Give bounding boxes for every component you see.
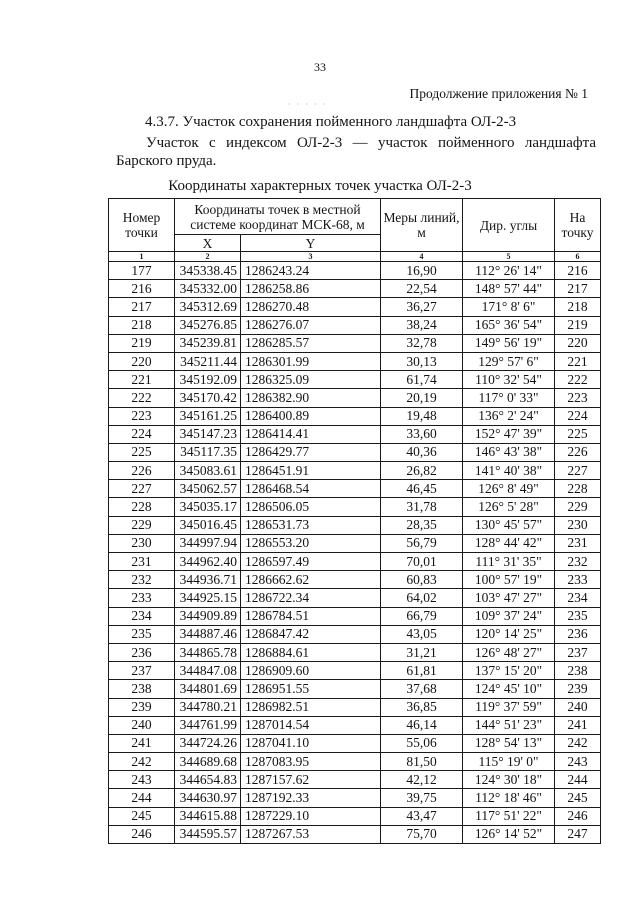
direction-angle-cell: 130° 45' 57" [463, 516, 555, 534]
table-row [109, 316, 601, 334]
y-coordinate-cell: 1286382.90 [241, 389, 381, 407]
x-coordinate-cell: 344780.21 [175, 698, 241, 716]
header-lengths: Меры линий, м [381, 199, 463, 252]
table-row [109, 716, 601, 734]
point-number-cell: 229 [109, 516, 175, 534]
table-row [109, 734, 601, 752]
point-number-cell: 216 [109, 280, 175, 298]
x-coordinate-cell: 345016.45 [175, 516, 241, 534]
point-number-cell: 242 [109, 753, 175, 771]
header-coords: Координаты точек в местной системе координат МСК-68, м [175, 199, 381, 235]
point-number-cell: 240 [109, 716, 175, 734]
y-coordinate-cell: 1286553.20 [241, 534, 381, 552]
table-row [109, 753, 601, 771]
line-length-cell: 43,05 [381, 625, 463, 643]
direction-angle-cell: 136° 2' 24" [463, 407, 555, 425]
to-point-cell: 246 [555, 807, 601, 825]
y-coordinate-cell: 1286662.62 [241, 571, 381, 589]
to-point-cell: 231 [555, 534, 601, 552]
line-length-cell: 36,85 [381, 698, 463, 716]
direction-angle-cell: 137° 15' 20" [463, 662, 555, 680]
x-coordinate-cell: 344936.71 [175, 571, 241, 589]
table-row [109, 553, 601, 571]
x-coordinate-cell: 345338.45 [175, 262, 241, 280]
table-row [109, 643, 601, 661]
to-point-cell: 228 [555, 480, 601, 498]
to-point-cell: 223 [555, 389, 601, 407]
direction-angle-cell: 126° 14' 52" [463, 825, 555, 843]
y-coordinate-cell: 1287157.62 [241, 771, 381, 789]
point-number-cell: 220 [109, 352, 175, 370]
line-length-cell: 19,48 [381, 407, 463, 425]
line-length-cell: 31,78 [381, 498, 463, 516]
table-row [109, 589, 601, 607]
y-coordinate-cell: 1287267.53 [241, 825, 381, 843]
direction-angle-cell: 124° 30' 18" [463, 771, 555, 789]
to-point-cell: 217 [555, 280, 601, 298]
x-coordinate-cell: 344997.94 [175, 534, 241, 552]
x-coordinate-cell: 345147.23 [175, 425, 241, 443]
table-row [109, 534, 601, 552]
direction-angle-cell: 120° 14' 25" [463, 625, 555, 643]
line-length-cell: 75,70 [381, 825, 463, 843]
line-length-cell: 46,45 [381, 480, 463, 498]
x-coordinate-cell: 345239.81 [175, 334, 241, 352]
y-coordinate-cell: 1286301.99 [241, 352, 381, 370]
line-length-cell: 33,60 [381, 425, 463, 443]
line-length-cell: 16,90 [381, 262, 463, 280]
point-number-cell: 246 [109, 825, 175, 843]
x-coordinate-cell: 344630.97 [175, 789, 241, 807]
direction-angle-cell: 126° 8' 49" [463, 480, 555, 498]
x-coordinate-cell: 344801.69 [175, 680, 241, 698]
direction-angle-cell: 100° 57' 19" [463, 571, 555, 589]
point-number-cell: 233 [109, 589, 175, 607]
table-row [109, 389, 601, 407]
line-length-cell: 26,82 [381, 462, 463, 480]
line-length-cell: 46,14 [381, 716, 463, 734]
line-length-cell: 38,24 [381, 316, 463, 334]
line-length-cell: 31,21 [381, 643, 463, 661]
table-row [109, 625, 601, 643]
point-number-cell: 225 [109, 443, 175, 461]
header-to-point: На точку [555, 199, 601, 252]
point-number-cell: 234 [109, 607, 175, 625]
point-number-cell: 231 [109, 553, 175, 571]
y-coordinate-cell: 1286847.42 [241, 625, 381, 643]
y-coordinate-cell: 1286451.91 [241, 462, 381, 480]
to-point-cell: 221 [555, 352, 601, 370]
x-coordinate-cell: 345192.09 [175, 371, 241, 389]
line-length-cell: 42,12 [381, 771, 463, 789]
x-coordinate-cell: 345332.00 [175, 280, 241, 298]
line-length-cell: 37,68 [381, 680, 463, 698]
y-coordinate-cell: 1286951.55 [241, 680, 381, 698]
x-coordinate-cell: 345161.25 [175, 407, 241, 425]
to-point-cell: 247 [555, 825, 601, 843]
to-point-cell: 225 [555, 425, 601, 443]
line-length-cell: 61,81 [381, 662, 463, 680]
to-point-cell: 232 [555, 553, 601, 571]
y-coordinate-cell: 1286884.61 [241, 643, 381, 661]
appendix-note: Продолжение приложения № 1 [409, 86, 588, 101]
to-point-cell: 236 [555, 625, 601, 643]
direction-angle-cell: 119° 37' 59" [463, 698, 555, 716]
line-length-cell: 61,74 [381, 371, 463, 389]
y-coordinate-cell: 1287014.54 [241, 716, 381, 734]
point-number-cell: 235 [109, 625, 175, 643]
table-row [109, 807, 601, 825]
to-point-cell: 219 [555, 316, 601, 334]
table-row [109, 662, 601, 680]
y-coordinate-cell: 1286270.48 [241, 298, 381, 316]
y-coordinate-cell: 1287041.10 [241, 734, 381, 752]
line-length-cell: 20,19 [381, 389, 463, 407]
table-row [109, 371, 601, 389]
point-number-cell: 223 [109, 407, 175, 425]
direction-angle-cell: 126° 48' 27" [463, 643, 555, 661]
y-coordinate-cell: 1287192.33 [241, 789, 381, 807]
point-number-cell: 236 [109, 643, 175, 661]
line-length-cell: 60,83 [381, 571, 463, 589]
to-point-cell: 242 [555, 734, 601, 752]
to-point-cell: 245 [555, 789, 601, 807]
x-coordinate-cell: 344865.78 [175, 643, 241, 661]
line-length-cell: 36,27 [381, 298, 463, 316]
direction-angle-cell: 141° 40' 38" [463, 462, 555, 480]
to-point-cell: 239 [555, 680, 601, 698]
table-row [109, 443, 601, 461]
table-row [109, 698, 601, 716]
x-coordinate-cell: 345083.61 [175, 462, 241, 480]
to-point-cell: 243 [555, 753, 601, 771]
table-row [109, 280, 601, 298]
x-coordinate-cell: 344654.83 [175, 771, 241, 789]
to-point-cell: 220 [555, 334, 601, 352]
column-number: 4 [381, 252, 463, 262]
x-coordinate-cell: 345211.44 [175, 352, 241, 370]
line-length-cell: 22,54 [381, 280, 463, 298]
direction-angle-cell: 110° 32' 54" [463, 371, 555, 389]
y-coordinate-cell: 1286429.77 [241, 443, 381, 461]
y-coordinate-cell: 1286243.24 [241, 262, 381, 280]
table-row [109, 607, 601, 625]
y-coordinate-cell: 1286325.09 [241, 371, 381, 389]
table-row [109, 498, 601, 516]
to-point-cell: 226 [555, 443, 601, 461]
column-number: 1 [109, 252, 175, 262]
line-length-cell: 30,13 [381, 352, 463, 370]
x-coordinate-cell: 345062.57 [175, 480, 241, 498]
direction-angle-cell: 165° 36' 54" [463, 316, 555, 334]
line-length-cell: 43,47 [381, 807, 463, 825]
column-number: 6 [555, 252, 601, 262]
header-y: Y [241, 235, 381, 252]
table-row [109, 352, 601, 370]
point-number-cell: 221 [109, 371, 175, 389]
direction-angle-cell: 144° 51' 23" [463, 716, 555, 734]
y-coordinate-cell: 1286597.49 [241, 553, 381, 571]
point-number-cell: 226 [109, 462, 175, 480]
y-coordinate-cell: 1286276.07 [241, 316, 381, 334]
line-length-cell: 32,78 [381, 334, 463, 352]
to-point-cell: 234 [555, 589, 601, 607]
line-length-cell: 28,35 [381, 516, 463, 534]
x-coordinate-cell: 344847.08 [175, 662, 241, 680]
x-coordinate-cell: 344925.15 [175, 589, 241, 607]
to-point-cell: 240 [555, 698, 601, 716]
direction-angle-cell: 117° 0' 33" [463, 389, 555, 407]
x-coordinate-cell: 344724.26 [175, 734, 241, 752]
table-row [109, 825, 601, 843]
point-number-cell: 243 [109, 771, 175, 789]
table-row [109, 262, 601, 280]
direction-angle-cell: 148° 57' 44" [463, 280, 555, 298]
header-point-no: Номер точки [109, 199, 175, 252]
to-point-cell: 216 [555, 262, 601, 280]
line-length-cell: 40,36 [381, 443, 463, 461]
point-number-cell: 232 [109, 571, 175, 589]
direction-angle-cell: 109° 37' 24" [463, 607, 555, 625]
point-number-cell: 222 [109, 389, 175, 407]
column-number: 2 [175, 252, 241, 262]
y-coordinate-cell: 1286722.34 [241, 589, 381, 607]
table-row [109, 789, 601, 807]
line-length-cell: 81,50 [381, 753, 463, 771]
line-length-cell: 56,79 [381, 534, 463, 552]
column-number: 5 [463, 252, 555, 262]
y-coordinate-cell: 1287229.10 [241, 807, 381, 825]
direction-angle-cell: 146° 43' 38" [463, 443, 555, 461]
to-point-cell: 235 [555, 607, 601, 625]
section-heading: 4.3.7. Участок сохранения пойменного ландшафта ОЛ-2-3 [145, 114, 517, 130]
point-number-cell: 237 [109, 662, 175, 680]
point-number-cell: 238 [109, 680, 175, 698]
x-coordinate-cell: 344887.46 [175, 625, 241, 643]
y-coordinate-cell: 1287083.95 [241, 753, 381, 771]
y-coordinate-cell: 1286982.51 [241, 698, 381, 716]
to-point-cell: 244 [555, 771, 601, 789]
x-coordinate-cell: 344962.40 [175, 553, 241, 571]
table-row [109, 480, 601, 498]
direction-angle-cell: 129° 57' 6" [463, 352, 555, 370]
direction-angle-cell: 128° 54' 13" [463, 734, 555, 752]
x-coordinate-cell: 344689.68 [175, 753, 241, 771]
header-angles: Дир. углы [463, 199, 555, 252]
header-x: X [175, 235, 241, 252]
direction-angle-cell: 112° 26' 14" [463, 262, 555, 280]
x-coordinate-cell: 344761.99 [175, 716, 241, 734]
x-coordinate-cell: 344595.57 [175, 825, 241, 843]
x-coordinate-cell: 345035.17 [175, 498, 241, 516]
line-length-cell: 70,01 [381, 553, 463, 571]
table-row [109, 407, 601, 425]
point-number-cell: 230 [109, 534, 175, 552]
x-coordinate-cell: 344615.88 [175, 807, 241, 825]
y-coordinate-cell: 1286468.54 [241, 480, 381, 498]
point-number-cell: 177 [109, 262, 175, 280]
x-coordinate-cell: 345312.69 [175, 298, 241, 316]
scan-noise: · · · · · [288, 100, 328, 109]
table-row [109, 571, 601, 589]
to-point-cell: 218 [555, 298, 601, 316]
point-number-cell: 245 [109, 807, 175, 825]
point-number-cell: 241 [109, 734, 175, 752]
direction-angle-cell: 124° 45' 10" [463, 680, 555, 698]
direction-angle-cell: 152° 47' 39" [463, 425, 555, 443]
to-point-cell: 224 [555, 407, 601, 425]
y-coordinate-cell: 1286258.86 [241, 280, 381, 298]
point-number-cell: 227 [109, 480, 175, 498]
line-length-cell: 39,75 [381, 789, 463, 807]
coordinates-table-body [109, 262, 601, 844]
table-row [109, 462, 601, 480]
direction-angle-cell: 111° 31' 35" [463, 553, 555, 571]
line-length-cell: 66,79 [381, 607, 463, 625]
point-number-cell: 244 [109, 789, 175, 807]
subsection-text: Участок с индексом ОЛ-2-3 — участок пойменного ландшафта Барского пруда. [116, 135, 596, 169]
y-coordinate-cell: 1286506.05 [241, 498, 381, 516]
line-length-cell: 55,06 [381, 734, 463, 752]
direction-angle-cell: 128° 44' 42" [463, 534, 555, 552]
table-row [109, 298, 601, 316]
y-coordinate-cell: 1286400.89 [241, 407, 381, 425]
x-coordinate-cell: 345276.85 [175, 316, 241, 334]
x-coordinate-cell: 345170.42 [175, 389, 241, 407]
table-title: Координаты характерных точек участка ОЛ-2-3 [168, 178, 472, 194]
to-point-cell: 230 [555, 516, 601, 534]
y-coordinate-cell: 1286784.51 [241, 607, 381, 625]
y-coordinate-cell: 1286285.57 [241, 334, 381, 352]
point-number-cell: 228 [109, 498, 175, 516]
x-coordinate-cell: 345117.35 [175, 443, 241, 461]
table-row [109, 771, 601, 789]
direction-angle-cell: 149° 56' 19" [463, 334, 555, 352]
point-number-cell: 219 [109, 334, 175, 352]
page-number: 33 [314, 60, 326, 74]
to-point-cell: 222 [555, 371, 601, 389]
to-point-cell: 227 [555, 462, 601, 480]
y-coordinate-cell: 1286414.41 [241, 425, 381, 443]
table-row [109, 516, 601, 534]
table-row [109, 680, 601, 698]
direction-angle-cell: 117° 51' 22" [463, 807, 555, 825]
point-number-cell: 239 [109, 698, 175, 716]
direction-angle-cell: 171° 8' 6" [463, 298, 555, 316]
table-row [109, 425, 601, 443]
column-number: 3 [241, 252, 381, 262]
direction-angle-cell: 115° 19' 0" [463, 753, 555, 771]
to-point-cell: 237 [555, 643, 601, 661]
point-number-cell: 217 [109, 298, 175, 316]
point-number-cell: 218 [109, 316, 175, 334]
y-coordinate-cell: 1286531.73 [241, 516, 381, 534]
to-point-cell: 238 [555, 662, 601, 680]
to-point-cell: 241 [555, 716, 601, 734]
x-coordinate-cell: 344909.89 [175, 607, 241, 625]
direction-angle-cell: 126° 5' 28" [463, 498, 555, 516]
line-length-cell: 64,02 [381, 589, 463, 607]
direction-angle-cell: 112° 18' 46" [463, 789, 555, 807]
table-row [109, 334, 601, 352]
to-point-cell: 229 [555, 498, 601, 516]
direction-angle-cell: 103° 47' 27" [463, 589, 555, 607]
y-coordinate-cell: 1286909.60 [241, 662, 381, 680]
to-point-cell: 233 [555, 571, 601, 589]
coordinates-table [108, 198, 601, 844]
point-number-cell: 224 [109, 425, 175, 443]
